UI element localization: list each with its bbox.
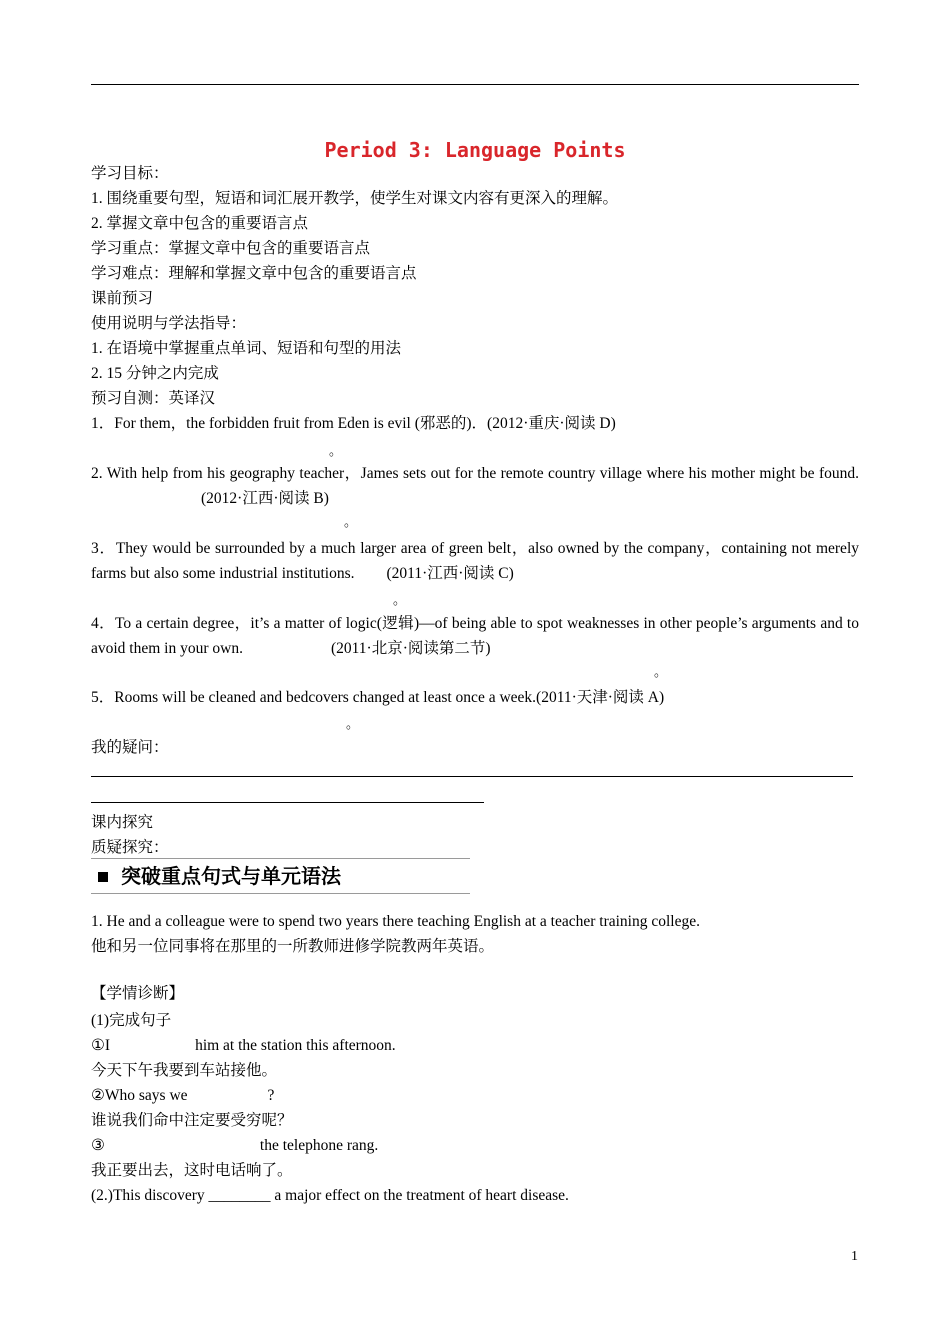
question-1-zh: 今天下午我要到车站接他。 [91, 1062, 278, 1079]
learning-focus: 学习重点：掌握文章中包含的重要语言点 [91, 240, 371, 257]
questions-label: 我的疑问： [91, 739, 169, 756]
diagnosis-part-1: (1)完成句子 [91, 1012, 172, 1029]
question-2-end: ? [267, 1087, 275, 1104]
page-title: Period 3: Language Points [324, 138, 626, 162]
test-heading: 预习自测：英译汉 [91, 390, 216, 407]
exercise-4-source: (2011·北京·阅读第二节) [330, 640, 491, 657]
diagnosis-part-2: (2.)This discovery ________ a major effect on the treatment of heart disease. [91, 1187, 569, 1204]
exercise-2-end: 。 [344, 514, 358, 529]
question-2-start: ②Who says we [91, 1087, 188, 1104]
exercise-5: 5．Rooms will be cleaned and bedcovers changed at least once a week.(2011·天津·阅读 A) [91, 689, 665, 706]
preview-heading: 课前预习 [91, 290, 154, 307]
question-1 [91, 1033, 859, 1058]
question-1-end: him at the station this afternoon. [195, 1037, 396, 1054]
inquiry-label: 质疑探究： [91, 839, 169, 856]
exercise-4 [91, 611, 859, 661]
answer-line-1 [91, 776, 853, 777]
section-heading [91, 858, 470, 894]
sentence-1-zh: 他和另一位同事将在那里的一所教师进修学院教两年英语。 [91, 938, 495, 955]
in-class-heading: 课内探究 [91, 814, 154, 831]
objective-item-2: 2. 掌握文章中包含的重要语言点 [91, 215, 309, 232]
question-1-start: ①I [91, 1037, 111, 1054]
objectives-heading: 学习目标： [91, 165, 169, 182]
exercise-1: 1．For them，the forbidden fruit from Eden is evil (邪恶的)．(2012·重庆·阅读 D) [91, 415, 616, 432]
diagnosis-heading: 【学情诊断】 [91, 985, 185, 1002]
question-2-zh: 谁说我们命中注定要受穷呢？ [91, 1112, 293, 1129]
guide-heading: 使用说明与学法指导： [91, 315, 247, 332]
learning-difficulty: 学习难点：理解和掌握文章中包含的重要语言点 [91, 265, 417, 282]
exercise-1-end: 。 [329, 443, 343, 458]
exercise-3-source: (2011·江西·阅读 C) [386, 565, 514, 582]
exercise-3 [91, 536, 859, 586]
exercise-2-source: (2012·江西·阅读 B) [201, 490, 329, 507]
exercise-4-text: 4．To a certain degree，it’s a matter of logic(逻辑)—of being able to spot weaknesses in other people’s arguments and to avoid them in your own. [91, 615, 859, 657]
exercise-2-text: 2. With help from his geography teacher，James sets out for the remote country village where his mother might be found. [91, 465, 859, 482]
header-rule [91, 84, 859, 85]
exercise-2 [91, 461, 859, 511]
question-3-zh: 我正要出去，这时电话响了。 [91, 1162, 293, 1179]
square-bullet-icon [98, 872, 108, 882]
page-number: 1 [851, 1249, 858, 1264]
question-3-end: the telephone rang. [259, 1137, 379, 1154]
section-heading-text: 突破重点句式与单元语法 [121, 864, 341, 888]
exercise-3-text: 3．They would be surrounded by a much larger area of green belt，also owned by the company，containing not merely farms but also some industrial institutions. [91, 540, 859, 582]
exercise-4-end: 。 [654, 664, 668, 679]
question-3-start: ③ [91, 1137, 105, 1154]
guide-item-2: 2. 15 分钟之内完成 [91, 365, 219, 382]
question-2 [91, 1083, 859, 1108]
question-3 [91, 1133, 859, 1158]
exercise-3-end: 。 [393, 592, 407, 607]
guide-item-1: 1. 在语境中掌握重点单词、短语和句型的用法 [91, 340, 402, 357]
objective-item-1: 1. 围绕重要句型，短语和词汇展开教学，使学生对课文内容有更深入的理解。 [91, 190, 619, 207]
sentence-1-en: 1. He and a colleague were to spend two years there teaching English at a teacher training college. [91, 913, 700, 930]
exercise-5-end: 。 [346, 716, 360, 731]
answer-line-2 [91, 802, 484, 803]
